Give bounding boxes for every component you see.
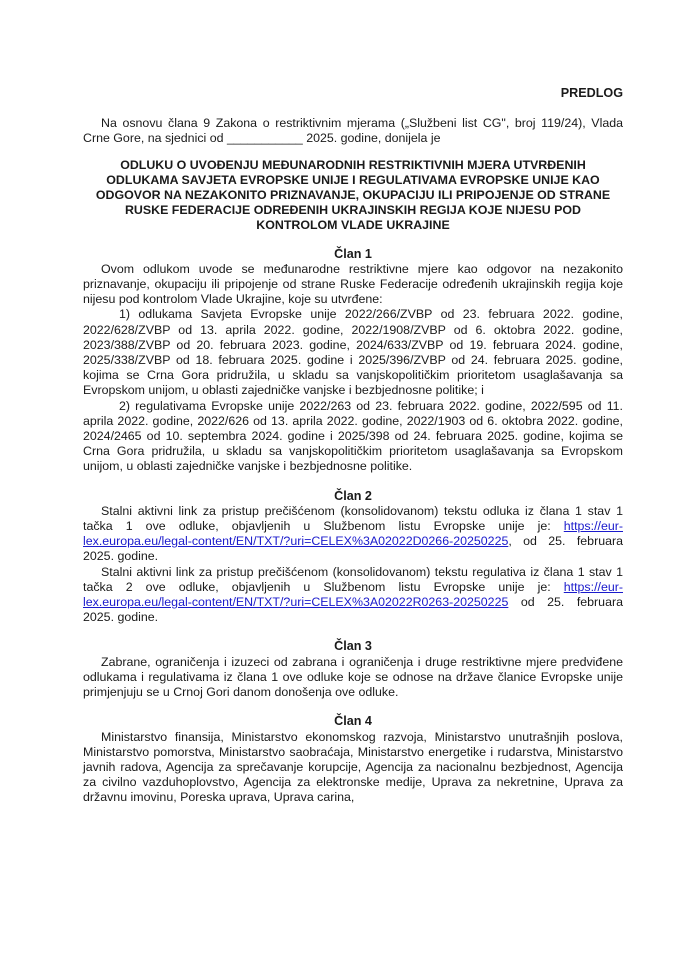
article-3-paragraph: Zabrane, ograničenja i izuzeci od zabrana i ograničenja i druge restriktivne mjere predviđene odlukama i regulativama iz člana 1 ove odluke koje se odnose na države članice Evropske unije primjenjuju se u Crnoj Gori danom donošenja ove odluke.: [83, 654, 623, 700]
article-1-paragraph: Ovom odlukom uvode se međunarodne restriktivne mjere kao odgovor na nezakonito priznavanje, okupaciju ili pripojenje od strane Ruske Federacije određenih ukrajinskih regija koje nijesu pod kontrolom Vlade Ukrajine, koje su utvrđene:: [83, 261, 623, 307]
article-2-paragraph-2: [83, 565, 623, 626]
article-2-heading: Član 2: [334, 488, 372, 503]
document-page: [83, 86, 623, 806]
article-2-paragraph-1: [83, 504, 623, 565]
text: , od 25. februara 2025. godine.: [83, 534, 623, 564]
article-4-paragraph: Ministarstvo finansija, Ministarstvo ekonomskog razvoja, Ministarstvo unutrašnjih poslova, Ministarstvo pomorstva, Ministarstvo saobraćaja, Ministarstvo energetike i rudarstva, Ministarstvo javnih radova, Agencija za sprečavanje korupcije, Agencija za nacionalnu bezbjednost, Agencija za civilno vazduhoplovstvo, Agencija za elektronske medije, Uprava za nekretnine, Uprava za državnu imovinu, Poreska uprava, Uprava carina,: [83, 729, 623, 805]
article-1-item-2: 2) regulativama Evropske unije 2022/263 od 23. februara 2022. godine, 2022/595 od 11. aprila 2022. godine, 2022/626 od 13. aprila 2022. godine, 2022/1903 od 6. oktobra 2022. godine, 2024/2465 od 10. septembra 2024. godine i 2025/398 od 24. februara 2025. godine, kojima se Crna Gora pridružila, u skladu sa vanjskopolitičkim prioritetom usaglašavanja sa Evropskom unijom, u oblasti zajedničke vanjske i bezbjednosne politike.: [83, 398, 623, 474]
article-4-heading: Član 4: [334, 714, 372, 729]
article-1-item-1: 1) odlukama Savjeta Evropske unije 2022/266/ZVBP od 23. februara 2022. godine, 2022/628/ZVBP od 13. aprila 2022. godine, 2022/1908/ZVBP od 6. oktobra 2022. godine, 2023/388/ZVBP od 20. februara 2023. godine, 2024/633/ZVBP od 19. februara 2024. godine, 2025/338/ZVBP od 18. februara 2025. godine i 2025/396/ZVBP od 24. februara 2025. godine, kojima se Crna Gora pridružila, u skladu sa vanjskopolitičkim prioritetom usaglašavanja sa Evropskom unijom, u oblasti zajedničke vanjske i bezbjednosne politike; i: [83, 307, 623, 398]
eur-lex-regulation-link[interactable]: https://eur-lex.europa.eu/legal-content/EN/TXT/?uri=CELEX%3A02022R0263-20250225: [83, 579, 623, 610]
decision-title: ODLUKU O UVOĐENJU MEĐUNARODNIH RESTRIKTIVNIH MJERA UTVRĐENIH ODLUKAMA SAVJETA EVROPSKE UNIJE I REGULATIVAMA EVROPSKE UNIJE KAO ODGOVOR NA NEZAKONITO PRIZNAVANJE, OKUPACIJU ILI PRIPOJENJE OD STRANE RUSKE FEDERACIJE ODREĐENIH UKRAJINSKIH REGIJA KOJE NIJESU POD KONTROLOM VLADE UKRAJINE: [95, 157, 611, 232]
text: Stalni aktivni link za pristup prečišćenom (konsolidovanom) tekstu regulativa iz člana 1 stav 1 tačka 2 ove odluke, objavljenih u Službenom listu Evropske unije je:: [83, 564, 623, 594]
text: Stalni aktivni link za pristup prečišćenom (konsolidovanom) tekstu odluka iz člana 1 stav 1 tačka 1 ove odluke, objavljenih u Službenom listu Evropske unije je:: [83, 503, 623, 534]
proposal-label: PREDLOG: [560, 86, 623, 100]
article-1-heading: Član 1: [334, 246, 372, 261]
eur-lex-decision-link[interactable]: https://eur-lex.europa.eu/legal-content/EN/TXT/?uri=CELEX%3A02022D0266-20250225: [83, 519, 623, 549]
text: od 25. februara 2025. godine.: [83, 595, 623, 625]
intro-paragraph: Na osnovu člana 9 Zakona o restriktivnim mjerama („Službeni list CG", broj 119/24), Vlada Crne Gore, na sjednici od ___________ 2025. godine, donijela je: [83, 116, 623, 146]
article-3-heading: Član 3: [334, 639, 372, 654]
